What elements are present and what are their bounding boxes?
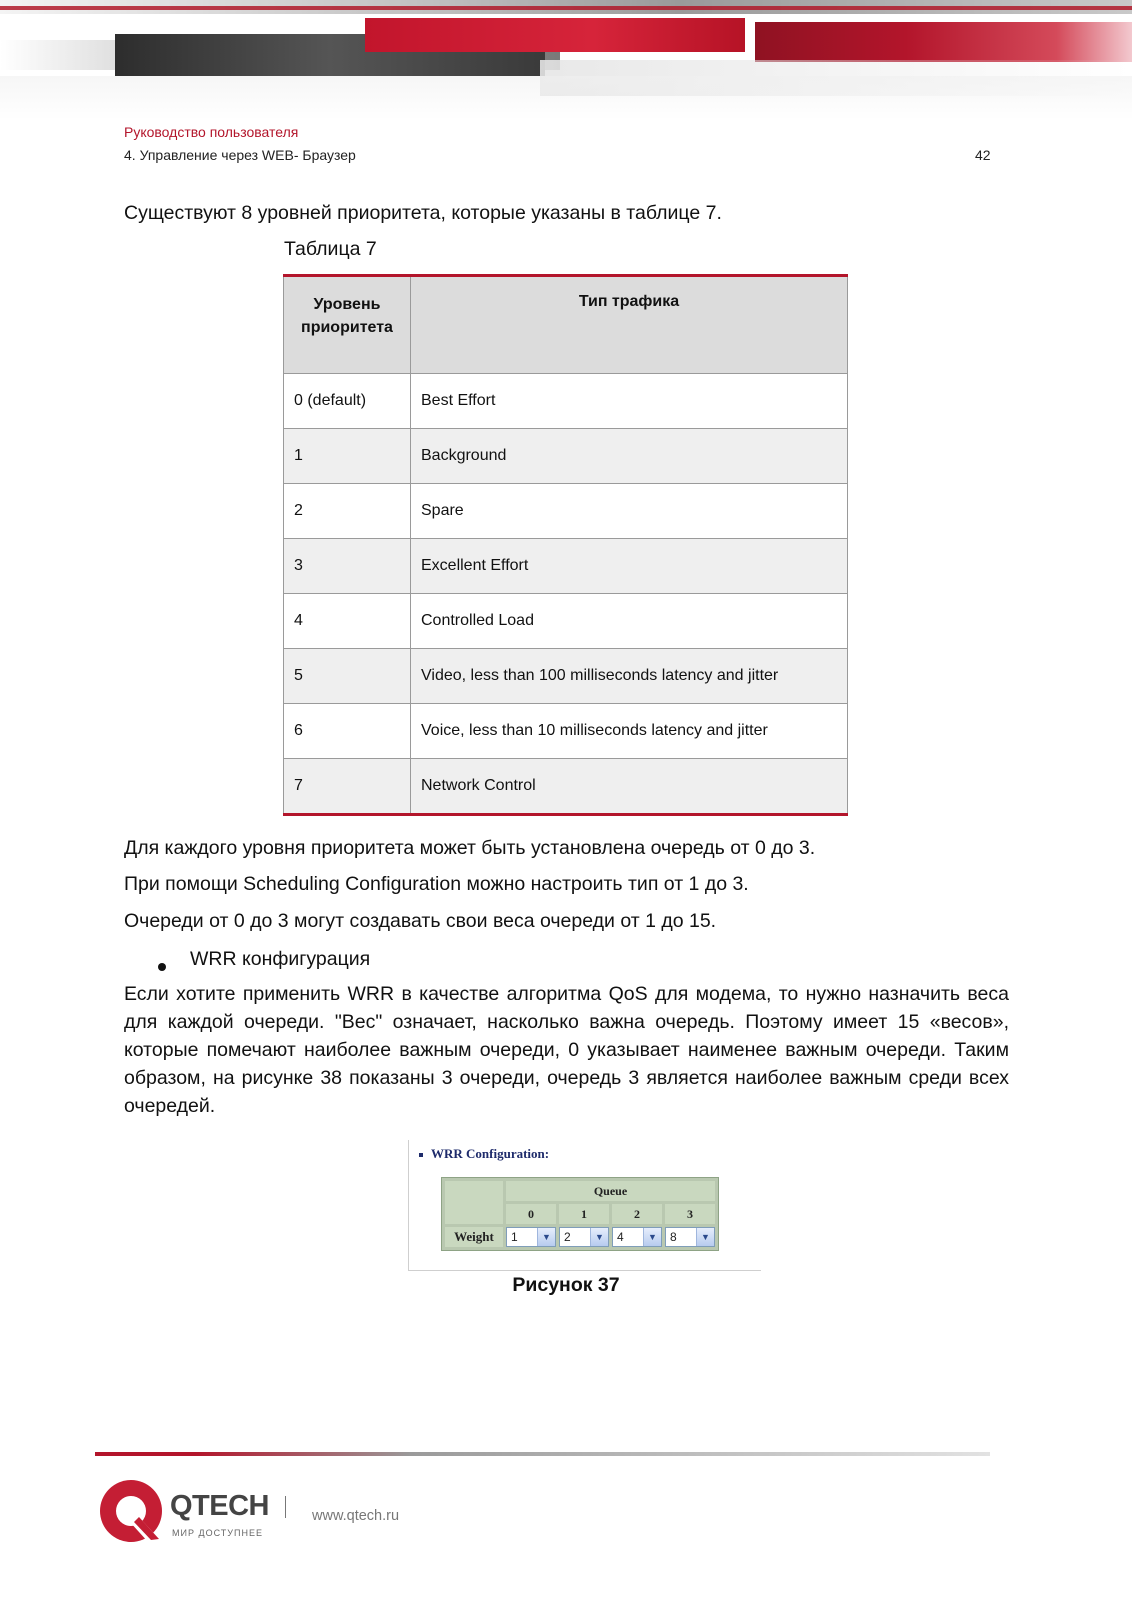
chevron-down-icon[interactable]: ▼ bbox=[590, 1228, 608, 1246]
traffic-type-cell: Best Effort bbox=[411, 374, 848, 429]
priority-level-cell: 2 bbox=[284, 484, 411, 539]
priority-level-cell: 3 bbox=[284, 539, 411, 594]
priority-level-cell: 6 bbox=[284, 704, 411, 759]
priority-level-cell: 5 bbox=[284, 649, 411, 704]
column-header-priority-level: Уровень приоритета bbox=[284, 276, 411, 374]
weight-select-value: 1 bbox=[511, 1230, 518, 1244]
traffic-type-cell: Voice, less than 10 milliseconds latency and jitter bbox=[411, 704, 848, 759]
footer-divider-gray bbox=[410, 1452, 990, 1456]
paragraph-queue-range: Для каждого уровня приоритета может быть установлена очередь от 0 до 3. bbox=[124, 837, 816, 859]
table-row bbox=[284, 539, 848, 594]
chevron-down-icon[interactable]: ▼ bbox=[537, 1228, 555, 1246]
header-section-title: 4. Управление через WEB- Браузер bbox=[124, 147, 356, 163]
weight-select-value: 2 bbox=[564, 1230, 571, 1244]
footer-divider-gradient bbox=[195, 1452, 410, 1456]
brand-slogan: МИР ДОСТУПНЕЕ bbox=[172, 1528, 263, 1538]
traffic-type-cell: Excellent Effort bbox=[411, 539, 848, 594]
bullet-dot-icon bbox=[158, 963, 166, 971]
traffic-type-cell: Spare bbox=[411, 484, 848, 539]
paragraph-scheduling: При помощи Scheduling Configuration можно настроить тип от 1 до 3. bbox=[124, 873, 749, 895]
table-row bbox=[284, 374, 848, 429]
paragraph-weights: Очереди от 0 до 3 могут создавать свои веса очереди от 1 до 15. bbox=[124, 910, 717, 932]
weight-label: Weight bbox=[445, 1227, 503, 1247]
square-bullet-icon bbox=[419, 1153, 423, 1157]
wrr-table bbox=[441, 1177, 719, 1251]
paragraph-wrr-description: Если хотите применить WRR в качестве алгоритма QoS для модема, то нужно назначить веса для каждой очереди. "Вес" означает, насколько важна очередь. Поэтому имеет 15 «весов», которые помечают наиболее важным очереди, 0 указывает наименее важным очереди. Таким образом, на рисунке 38 показаны 3 очереди, очередь 3 является наиболее важным среди всех очередей. bbox=[124, 983, 1009, 1117]
chevron-down-icon[interactable]: ▼ bbox=[696, 1228, 714, 1246]
table-row bbox=[284, 649, 848, 704]
queue-header: Queue bbox=[506, 1181, 715, 1201]
weight-select-queue-3[interactable] bbox=[665, 1227, 715, 1247]
header-decoration bbox=[0, 0, 1132, 120]
header-manual-title: Руководство пользователя bbox=[124, 124, 299, 140]
chevron-down-icon[interactable]: ▼ bbox=[643, 1228, 661, 1246]
table-row bbox=[284, 429, 848, 484]
column-header-traffic-type: Тип трафика bbox=[411, 276, 848, 374]
footer-divider-red bbox=[95, 1452, 195, 1456]
footer-separator bbox=[285, 1496, 286, 1518]
queue-column-3: 3 bbox=[665, 1204, 715, 1224]
table-row bbox=[284, 484, 848, 539]
traffic-type-cell: Network Control bbox=[411, 759, 848, 815]
priority-table bbox=[283, 274, 848, 816]
table-row bbox=[284, 759, 848, 815]
bullet-wrr-configuration: WRR конфигурация bbox=[190, 948, 371, 970]
table-caption: Таблица 7 bbox=[284, 238, 377, 260]
table-row bbox=[284, 594, 848, 649]
intro-paragraph: Существуют 8 уровней приоритета, которые указаны в таблице 7. bbox=[124, 202, 722, 224]
priority-level-cell: 7 bbox=[284, 759, 411, 815]
weight-select-queue-0[interactable] bbox=[506, 1227, 556, 1247]
brand-name: QTECH bbox=[170, 1490, 269, 1522]
queue-column-1: 1 bbox=[559, 1204, 609, 1224]
website-link[interactable]: www.qtech.ru bbox=[312, 1508, 400, 1524]
weight-select-value: 8 bbox=[670, 1230, 677, 1244]
wrr-title: WRR Configuration: bbox=[431, 1146, 550, 1161]
weight-select-queue-2[interactable] bbox=[612, 1227, 662, 1247]
figure-caption: Рисунок 37 bbox=[512, 1274, 620, 1296]
wrr-corner-cell bbox=[445, 1181, 503, 1224]
priority-level-cell: 1 bbox=[284, 429, 411, 484]
weight-select-queue-1[interactable] bbox=[559, 1227, 609, 1247]
traffic-type-cell: Video, less than 100 milliseconds latency and jitter bbox=[411, 649, 848, 704]
page-number: 42 bbox=[975, 147, 991, 163]
weight-select-value: 4 bbox=[617, 1230, 624, 1244]
wrr-configuration-figure bbox=[408, 1140, 761, 1271]
qtech-logo-icon bbox=[97, 1477, 165, 1545]
queue-column-2: 2 bbox=[612, 1204, 662, 1224]
priority-level-cell: 0 (default) bbox=[284, 374, 411, 429]
table-row bbox=[284, 704, 848, 759]
traffic-type-cell: Controlled Load bbox=[411, 594, 848, 649]
traffic-type-cell: Background bbox=[411, 429, 848, 484]
priority-level-cell: 4 bbox=[284, 594, 411, 649]
queue-column-0: 0 bbox=[506, 1204, 556, 1224]
